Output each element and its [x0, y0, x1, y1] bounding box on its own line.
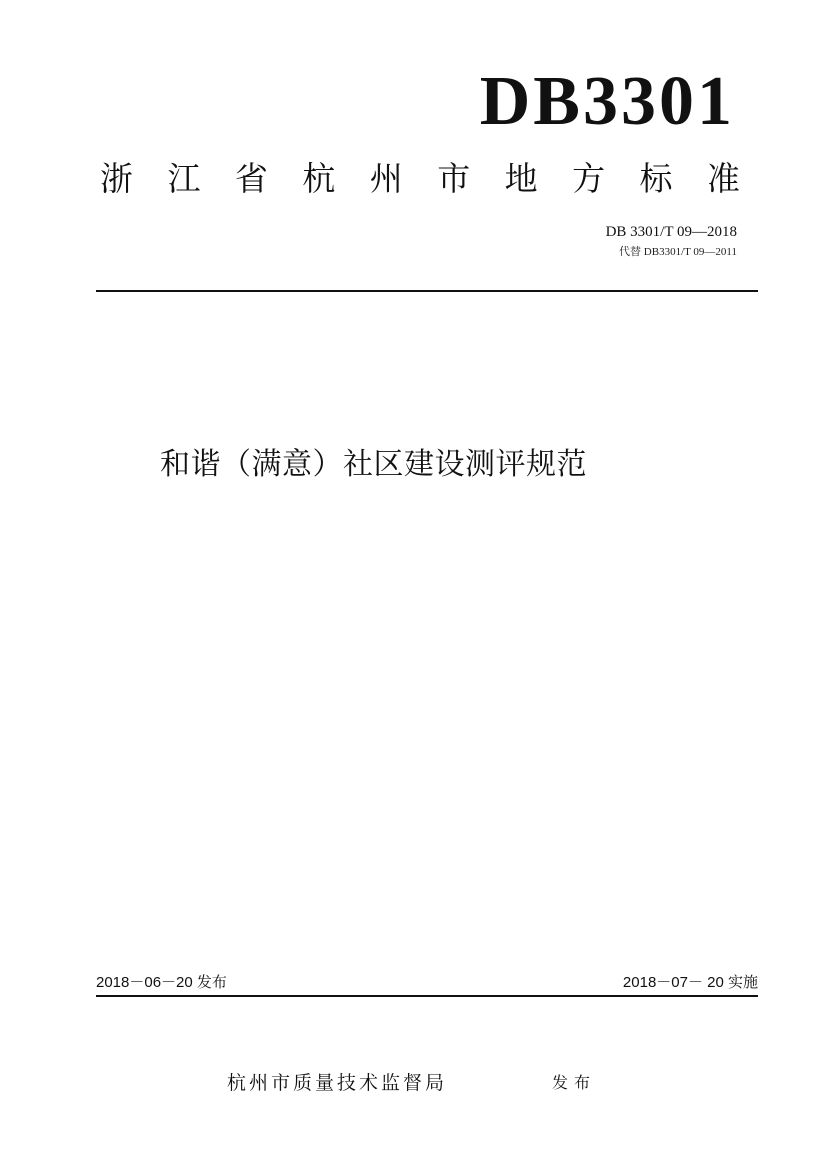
replaced-standard-number: 代替 DB3301/T 09—2011 [619, 246, 737, 258]
header-divider [96, 290, 758, 292]
issuer-line [0, 1068, 815, 1098]
issuer-name: 杭州市质量技术监督局 [227, 1072, 448, 1094]
authority-char: 市 [437, 159, 471, 198]
authority-char: 浙 [100, 159, 133, 198]
issuer-action: 发布 [552, 1073, 597, 1092]
authority-char: 州 [369, 159, 403, 198]
publish-date: 2018－06－20 发布 [96, 974, 227, 991]
footer-divider [96, 995, 758, 997]
authority-char: 杭 [302, 159, 336, 198]
date-row [96, 972, 758, 996]
authority-char: 江 [167, 159, 201, 198]
document-title: 和谐（满意）社区建设测评规范 [160, 447, 587, 482]
authority-char: 方 [572, 159, 606, 198]
issuing-authority-type [100, 156, 740, 202]
authority-char: 准 [706, 159, 740, 198]
authority-char: 地 [504, 159, 538, 198]
authority-char: 省 [234, 159, 268, 198]
standard-code-mark: DB3301 [479, 63, 735, 140]
implementation-date: 2018－07－ 20 实施 [622, 974, 758, 991]
authority-char: 标 [639, 159, 673, 198]
standard-number: DB 3301/T 09—2018 [605, 224, 737, 240]
